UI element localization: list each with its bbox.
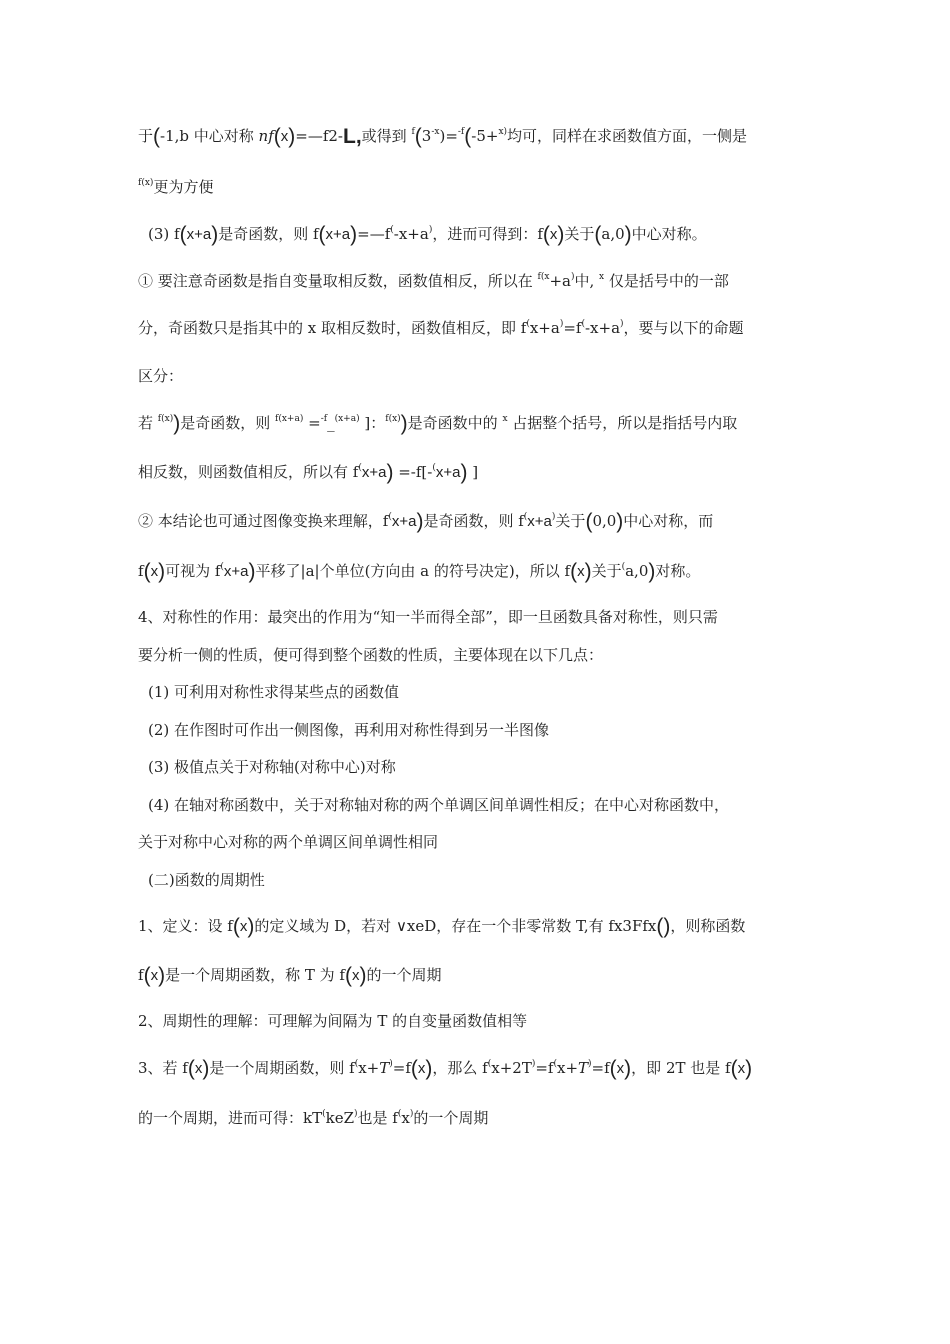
t: ② 本结论也可通过图像变换来理解，f	[138, 512, 389, 530]
t: 相反数，则函数值相反，所以有 f	[138, 463, 359, 481]
t: 占据整个括号，所以是指括号内取	[507, 414, 738, 432]
t: x	[737, 1060, 746, 1077]
section-heading	[148, 870, 265, 890]
sup: )	[531, 1059, 536, 1069]
paren: )	[202, 1057, 210, 1080]
t: 4、对称性的作用：最突出的作用为“知一半而得全部”，即一旦函数具备对称性，则只需	[138, 608, 718, 626]
t: -1,b 中心对称	[160, 127, 259, 145]
t: 中心对称，而	[623, 512, 714, 530]
t: 中心对称。	[631, 225, 707, 243]
t: =-f[-	[393, 463, 433, 481]
sup: )	[620, 319, 624, 329]
paren: )	[616, 510, 624, 533]
sup: f(x	[275, 414, 287, 424]
sup: (	[553, 1059, 557, 1069]
sup: (	[354, 1059, 359, 1069]
text-line-21	[138, 1011, 527, 1031]
t: x	[616, 1060, 625, 1077]
text-line-4	[138, 271, 729, 291]
t: )=	[439, 127, 458, 145]
sup: (	[526, 319, 530, 329]
t: x+a	[186, 226, 212, 243]
t: 中,	[574, 272, 600, 290]
sup: f	[411, 127, 415, 137]
text-line-23	[138, 1108, 488, 1128]
t: -5+	[471, 127, 499, 145]
t: (二)函数的周期性	[148, 871, 265, 889]
paren: )	[247, 915, 255, 938]
sup: )	[354, 1109, 358, 1119]
paren: )	[211, 223, 219, 246]
t: 均可，同样在求函数值方面，一侧是	[507, 127, 748, 145]
sup: +a	[286, 414, 300, 424]
t: x	[150, 563, 159, 580]
text-line-9	[138, 511, 713, 532]
t: L,	[343, 125, 362, 148]
t: =f	[563, 319, 582, 337]
t: =—f2-	[295, 127, 343, 145]
t: ，则称函数	[670, 917, 746, 935]
t: ，进而可得到：f	[432, 225, 543, 243]
t: a,0	[625, 562, 649, 580]
paren: )	[584, 560, 592, 583]
sup: f(x)	[385, 414, 401, 424]
text-line-16	[148, 795, 729, 815]
sup: )	[570, 272, 575, 282]
sup: )	[559, 319, 564, 329]
t: 仅是括号中的一部	[604, 272, 729, 290]
text-line-6	[138, 366, 183, 386]
t: x+a	[391, 513, 417, 530]
t: 关于	[564, 225, 595, 243]
t: ，即 2T 也是 f	[631, 1059, 731, 1077]
sup: f(x	[537, 272, 550, 282]
text-line-17	[138, 832, 438, 852]
t: 是奇函数，则	[180, 414, 275, 432]
paren: )	[173, 412, 181, 435]
paren: (	[542, 223, 550, 246]
sup: (	[390, 225, 394, 235]
paren: (	[143, 560, 151, 583]
t: 平移了|a|个单位(方向由 a 的符号决定)，所以 f	[255, 562, 571, 580]
paren: ()	[656, 915, 671, 938]
t: 可视为 f	[165, 562, 221, 580]
paren: (	[730, 1057, 738, 1080]
t: x+a	[529, 319, 560, 337]
paren: (	[179, 223, 187, 246]
t: f	[138, 966, 144, 984]
t: 也是 f	[357, 1109, 398, 1127]
t: (3) 极值点关于对称轴(对称中心)对称	[148, 758, 396, 776]
paren: (	[410, 1057, 418, 1080]
sup: x)	[498, 127, 508, 137]
t: x	[280, 128, 289, 145]
t: =f	[591, 1059, 610, 1077]
sup: )	[389, 1059, 393, 1069]
t: x+2T	[491, 1059, 532, 1077]
paren: (	[232, 915, 240, 938]
t: (2) 在作图时可作出一侧图像，再利用对称性得到另一半图像	[148, 721, 550, 739]
paren: )	[745, 1057, 753, 1080]
sup: )	[428, 225, 433, 235]
sup: )	[588, 1059, 592, 1069]
text-line-13	[148, 682, 399, 702]
paren: (	[143, 964, 151, 987]
paren: (	[187, 1057, 195, 1080]
t: x+	[358, 1059, 380, 1077]
paren: (	[273, 125, 281, 148]
paren: )	[648, 560, 656, 583]
text-line-10	[138, 561, 700, 582]
t: 0,0	[592, 512, 617, 530]
t: 是奇函数，则 f	[218, 225, 319, 243]
paren: )	[425, 1057, 433, 1080]
paren: )	[416, 510, 424, 533]
sup: (	[621, 562, 626, 572]
t: 对称。	[655, 562, 701, 580]
text-line-3	[148, 224, 707, 245]
t: =f	[535, 1059, 554, 1077]
t: 3	[421, 127, 432, 145]
t: ]	[467, 463, 479, 481]
t: 关于	[591, 562, 622, 580]
paren: (	[464, 125, 472, 148]
paren: (	[318, 223, 326, 246]
text-line-7	[138, 413, 737, 434]
t: keZ	[325, 1109, 355, 1127]
t: x	[417, 1060, 426, 1077]
sup: (	[220, 562, 224, 572]
t: 的一个周期	[413, 1109, 489, 1127]
t: -x+a	[393, 225, 429, 243]
sup: x	[502, 414, 508, 424]
sup: )	[299, 414, 304, 424]
sup: f(x)	[157, 414, 174, 424]
t: 的一个周期	[366, 966, 442, 984]
t: 的一个周期，进而可得：kT	[138, 1109, 323, 1127]
paren: )	[460, 461, 468, 484]
paren: (	[344, 964, 352, 987]
paren: )	[359, 964, 367, 987]
sup: f(x)	[138, 178, 154, 188]
sup: )	[356, 414, 360, 424]
sup: (	[358, 463, 362, 473]
text-line-8	[138, 462, 478, 483]
sup: -x	[431, 127, 440, 137]
paren: (	[570, 560, 578, 583]
t: x	[351, 967, 360, 984]
text-line-5	[138, 318, 744, 338]
sup: )	[551, 512, 556, 522]
t: 要分析一侧的性质，便可得到整个函数的性质，主要体现在以下几点：	[138, 646, 604, 664]
sup: (	[581, 319, 585, 329]
t: a,0	[601, 225, 625, 243]
paren: (	[594, 223, 602, 246]
sup: -f	[320, 414, 328, 424]
t: 3、若 f	[138, 1059, 188, 1077]
paren: (	[585, 510, 593, 533]
t: 是一个周期函数，称 T 为 f	[165, 966, 345, 984]
sup: )	[409, 1109, 414, 1119]
t: 或得到	[361, 127, 412, 145]
paren: )	[350, 223, 358, 246]
t: nf	[258, 127, 274, 145]
t: 的定义域为 D，若对 ∨xeD，存在一个非零常数 T,有 fx3Ffx	[254, 917, 657, 935]
t: x+	[556, 1059, 579, 1077]
t: f	[138, 562, 144, 580]
sup: (	[397, 1109, 402, 1119]
paren: (	[414, 125, 422, 148]
t: (1) 可利用对称性求得某些点的函数值	[148, 683, 400, 701]
t: 2、周期性的理解：可理解为间隔为 T 的自变量函数值相等	[138, 1012, 528, 1030]
paren: (	[609, 1057, 617, 1080]
text-line-2	[138, 177, 213, 197]
t: (3) f	[148, 225, 180, 243]
paren: )	[386, 461, 394, 484]
text-line-12	[138, 645, 603, 665]
sup: +a	[343, 414, 357, 424]
t: =	[303, 414, 321, 432]
paren: )	[158, 560, 166, 583]
text-line-20	[138, 965, 441, 986]
t: x+a	[325, 226, 351, 243]
t: 是奇函数，则 f	[423, 512, 524, 530]
text-line-22	[138, 1058, 752, 1079]
t: ① 要注意奇函数是指自变量取相反数，函数值相反，所以在	[138, 272, 538, 290]
paren: )	[158, 964, 166, 987]
t: x+a	[435, 464, 461, 481]
sup: -f	[457, 127, 465, 137]
t: x+a	[527, 513, 552, 530]
text-line-1	[138, 126, 747, 147]
t: 分，奇函数只是指其中的 x 取相反数时，函数值相反，即 f	[138, 319, 527, 337]
t: _	[327, 414, 335, 432]
t: x	[150, 967, 159, 984]
t: ，那么 f	[432, 1059, 488, 1077]
paren: (	[153, 125, 161, 148]
sup: (	[523, 512, 528, 522]
paren: )	[624, 1057, 632, 1080]
t: 关于对称中心对称的两个单调区间单调性相同	[138, 833, 439, 851]
t: ，要与以下的命题	[623, 319, 744, 337]
t: (4) 在轴对称函数中，关于对称轴对称的两个单调区间单调性相反；在中心对称函数中，	[148, 796, 730, 814]
text-line-14	[148, 720, 549, 740]
sup: (	[487, 1059, 492, 1069]
t: -x+a	[584, 319, 621, 337]
paren: )	[248, 560, 256, 583]
t: x	[577, 563, 585, 580]
t: =—f	[357, 225, 391, 243]
sup: (	[322, 1109, 326, 1119]
paren: )	[557, 223, 565, 246]
t: T	[379, 1059, 390, 1077]
t: =f	[392, 1059, 411, 1077]
t: x	[401, 1109, 410, 1127]
paren: )	[624, 223, 632, 246]
t: x	[194, 1060, 203, 1077]
sup: (	[388, 512, 392, 522]
t: 于	[138, 127, 154, 145]
t: 1、定义：设 f	[138, 917, 233, 935]
t: x	[549, 226, 558, 243]
text-line-15	[148, 757, 396, 777]
t: +a	[549, 272, 571, 290]
t: x+a	[361, 464, 387, 481]
t: 更为方便	[153, 178, 214, 196]
paren: )	[288, 125, 296, 148]
t: 区分：	[138, 367, 184, 385]
sup: x	[599, 272, 605, 282]
text-line-11	[138, 607, 718, 627]
t: 若	[138, 414, 158, 432]
sup: (x	[334, 414, 344, 424]
t: x+a	[223, 563, 249, 580]
sup: (	[432, 463, 436, 473]
t: 关于	[555, 512, 586, 530]
t: 是奇函数中的	[407, 414, 503, 432]
t: ]：	[359, 414, 386, 432]
paren: )	[400, 412, 408, 435]
t: x	[239, 918, 248, 935]
t: 是一个周期函数，则 f	[209, 1059, 355, 1077]
text-line-19	[138, 916, 745, 937]
t: T	[578, 1059, 589, 1077]
